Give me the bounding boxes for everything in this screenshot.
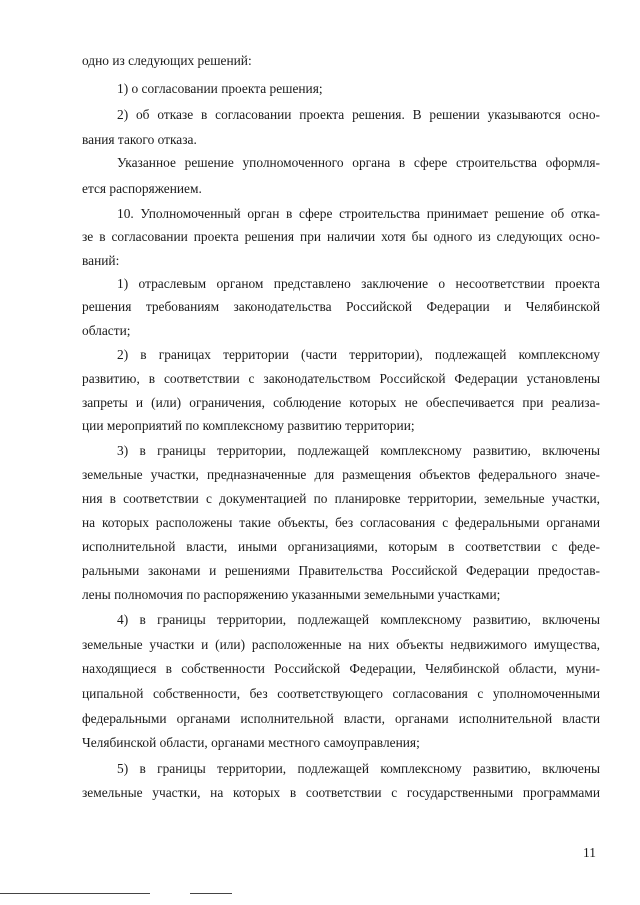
text-line: земельные участки, на которых в соответствии с государственными программами xyxy=(82,785,600,800)
text-line: ется распоряжением. xyxy=(82,181,202,196)
text-line: лены полномочия по распоряжению указанными земельными участками; xyxy=(82,587,501,602)
page-number: 11 xyxy=(583,845,596,860)
text-line: ния в соответствии с документацией по планировке территории, земельные участки, xyxy=(82,491,600,506)
text-line: земельные участки, предназначенные для размещения объектов федерального значе- xyxy=(82,467,600,482)
text-line: запреты и (или) ограничения, соблюдение которых не обеспечивается при реализа- xyxy=(82,395,600,410)
text-line: одно из следующих решений: xyxy=(82,53,252,68)
paragraph-line: 10. Уполномоченный орган в сфере строительства принимает решение об отка- xyxy=(117,206,600,221)
list-item-line: 1) о согласовании проекта решения; xyxy=(117,81,323,96)
text-line: развитию, в соответствии с законодательством Российской Федерации установлены xyxy=(82,371,600,386)
text-line: ральными законами и решениями Правительства Российской Федерации предостав- xyxy=(82,563,600,578)
list-item-line: 1) отраслевым органом представлено заключение о несоответствии проекта xyxy=(117,276,600,291)
list-item-line: 2) в границах территории (части территории), подлежащей комплексному xyxy=(117,347,600,362)
text-line: исполнительной власти, иными организациями, которым в соответствии с феде- xyxy=(82,539,600,554)
text-line: ваний: xyxy=(82,253,120,268)
list-item-line: 5) в границы территории, подлежащей комплексному развитию, включены xyxy=(117,761,600,776)
text-line: вания такого отказа. xyxy=(82,132,197,147)
text-line: федеральными органами исполнительной власти, органами исполнительной власти xyxy=(82,711,600,726)
text-line: Челябинской области, органами местного самоуправления; xyxy=(82,735,420,750)
paragraph-line: Указанное решение уполномоченного органа в сфере строительства оформля- xyxy=(117,155,600,170)
text-line: зе в согласовании проекта решения при наличии хотя бы одного из следующих осно- xyxy=(82,229,600,244)
list-item-line: 3) в границы территории, подлежащей комплексному развитию, включены xyxy=(117,443,600,458)
text-line: области; xyxy=(82,323,131,338)
text-line: на которых расположены такие объекты, без согласования с федеральными органами xyxy=(82,515,600,530)
text-line: земельные участки и (или) расположенные на них объекты недвижимого имущества, xyxy=(82,637,600,652)
text-line: ции мероприятий по комплексному развитию территории; xyxy=(82,418,415,433)
text-line: ципальной собственности, без соответствующего согласования с уполномоченными xyxy=(82,686,600,701)
text-line: решения требованиям законодательства Российской Федерации и Челябинской xyxy=(82,299,600,314)
footer-rule xyxy=(0,893,150,894)
text-line: находящиеся в собственности Российской Федерации, Челябинской области, муни- xyxy=(82,661,600,676)
footer-rule-short xyxy=(190,893,232,894)
list-item-line: 2) об отказе в согласовании проекта решения. В решении указываются осно- xyxy=(117,107,600,122)
list-item-line: 4) в границы территории, подлежащей комплексному развитию, включены xyxy=(117,612,600,627)
